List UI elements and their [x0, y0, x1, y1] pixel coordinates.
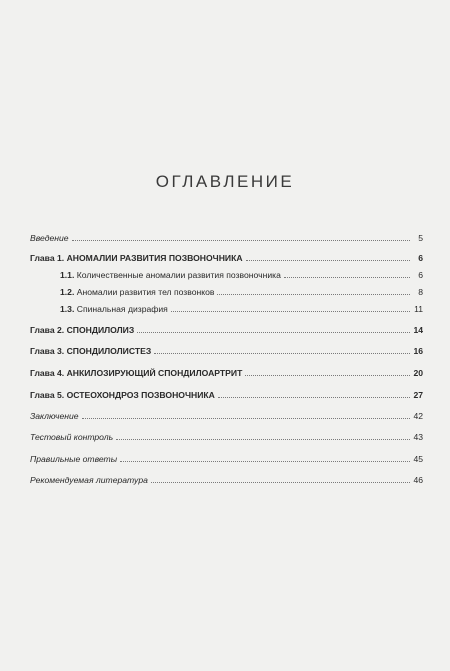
dot-leader: [120, 461, 410, 462]
toc-entry-test[interactable]: [30, 428, 423, 442]
toc-entry-page: 8: [418, 287, 423, 297]
toc-entry-label: Глава 4. АНКИЛОЗИРУЮЩИЙ СПОНДИЛОАРТРИТ: [30, 368, 243, 378]
toc-entry-label: Количественные аномалии развития позвоночника: [76, 270, 281, 280]
toc-entry-number: 1.2.: [60, 287, 75, 297]
page-title: ОГЛАВЛЕНИЕ: [155, 172, 295, 191]
toc-entry-label: Аномалии развития тел позвонков: [76, 287, 215, 297]
toc-entry-number: 1.1.: [60, 270, 75, 280]
toc-entry-chapter-4[interactable]: [30, 364, 423, 378]
toc-entry-answers[interactable]: [30, 450, 423, 464]
dot-leader: [116, 439, 410, 440]
dot-leader: [137, 332, 410, 333]
toc-entry-page: 16: [413, 346, 423, 356]
toc-entry-chapter-5[interactable]: [30, 386, 423, 400]
toc-entry-page: 46: [413, 475, 423, 485]
toc-entry-section-1-1[interactable]: [30, 266, 423, 280]
toc-entry-page: 5: [418, 233, 423, 243]
toc-entry-label: Глава 5. ОСТЕОХОНДРОЗ ПОЗВОНОЧНИКА: [30, 390, 215, 400]
toc-entry-label: Заключение: [30, 411, 79, 421]
toc-entry-label: Введение: [30, 233, 69, 243]
toc-entry-conclusion[interactable]: [30, 407, 423, 421]
toc-entry-number: 1.3.: [60, 304, 75, 314]
dot-leader: [218, 397, 410, 398]
toc-entry-chapter-3[interactable]: [30, 342, 423, 356]
toc-entry-page: 6: [418, 253, 423, 263]
toc-entry-label: Рекомендуемая литература: [30, 475, 148, 485]
toc-entry-page: 45: [413, 454, 423, 464]
toc-entry-chapter-1[interactable]: [30, 249, 423, 263]
dot-leader: [82, 418, 410, 419]
toc-entry-introduction[interactable]: [30, 229, 423, 243]
toc-entry-label: Глава 3. СПОНДИЛОЛИСТЕЗ: [30, 346, 152, 356]
dot-leader: [171, 311, 410, 312]
toc-entry-section-1-2[interactable]: [30, 283, 423, 297]
toc-entry-label: Спинальная дизрафия: [76, 304, 168, 314]
dot-leader: [154, 353, 410, 354]
toc-entry-page: 14: [413, 325, 423, 335]
dot-leader: [284, 277, 410, 278]
toc-entry-page: 43: [413, 432, 423, 442]
dot-leader: [72, 240, 410, 241]
toc-entry-literature[interactable]: [30, 471, 423, 485]
toc-entry-label: Тестовый контроль: [30, 432, 114, 442]
toc-entry-label: Глава 2. СПОНДИЛОЛИЗ: [30, 325, 135, 335]
dot-leader: [151, 482, 410, 483]
toc-entry-label: Глава 1. АНОМАЛИИ РАЗВИТИЯ ПОЗВОНОЧНИКА: [30, 253, 243, 263]
toc-entry-chapter-2[interactable]: [30, 321, 423, 335]
toc-entry-page: 27: [413, 390, 423, 400]
dot-leader: [245, 375, 410, 376]
toc-entry-page: 42: [413, 411, 423, 421]
toc-entry-page: 11: [414, 304, 423, 314]
toc-entry-page: 6: [418, 270, 423, 280]
toc-entry-label: Правильные ответы: [30, 454, 118, 464]
dot-leader: [246, 260, 410, 261]
toc-entry-section-1-3[interactable]: [30, 300, 423, 314]
dot-leader: [217, 294, 410, 295]
toc-entry-page: 20: [413, 368, 423, 378]
